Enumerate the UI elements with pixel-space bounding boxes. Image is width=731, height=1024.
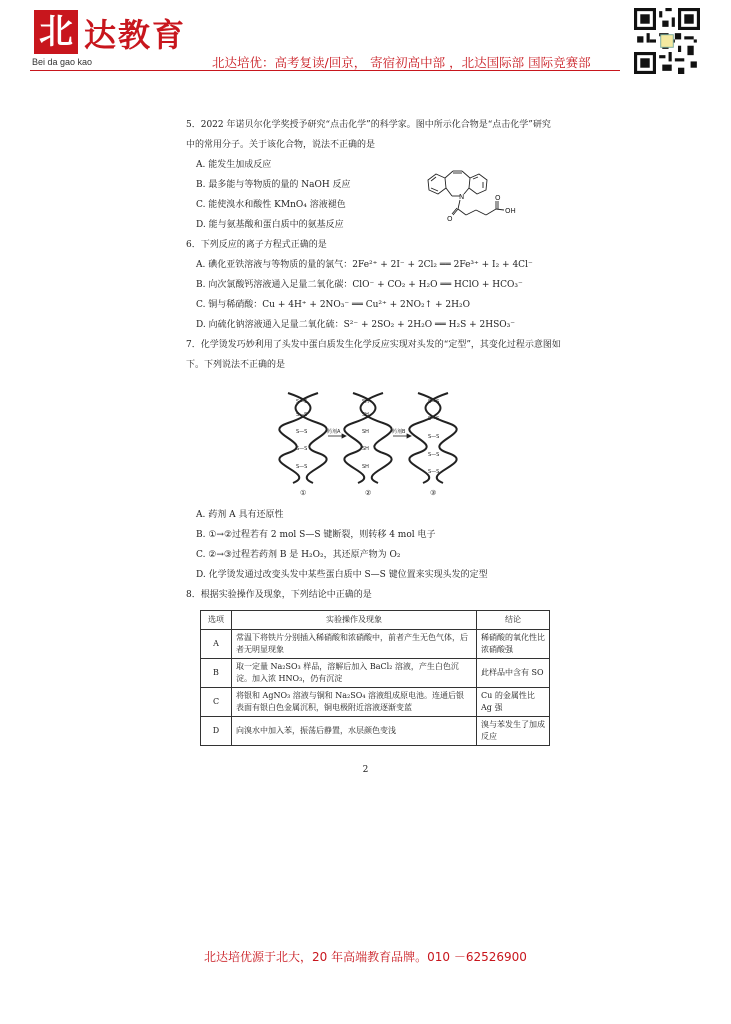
reagent-a-label: 药剂A [327,429,341,435]
question-5-stem: 5．2022 年诺贝尔化学奖授予研究“点击化学”的科学家。图中所示化合物是“点击化学”研究中的常用分子。关于该化合物，说法不正确的是 [186,120,551,150]
table-header-row [201,611,550,630]
qr-code-icon [634,8,700,74]
mol-label-o-carboxyl: O [495,194,501,202]
page-header [0,0,731,80]
helix3-bond-3: S—S [428,434,440,440]
table-cell: B [201,659,232,688]
hair-perm-helix-diagram [278,388,478,498]
question-6-stem: 6．下列反应的离子方程式正确的是 [186,240,327,250]
helix1-bond-4: S—S [296,446,308,452]
logo-pinyin: Bei da gao kao [32,57,93,67]
question-8-stem: 8．根据实验操作及现象，下列结论中正确的是 [186,590,372,600]
question-6-option-b: B. 向次氯酸钙溶液通入足量二氧化碳：ClO⁻ + CO₂ + H₂O ══ HClO + HCO₃⁻ [196,280,523,290]
footer-slogan: 北达培优源于北大，20 年高端教育品牌。010 －62526900 [204,950,527,964]
helix2-bond-2: SH [362,412,369,418]
question-5-option-b: B. 最多能与等物质的量的 NaOH 反应 [196,180,351,190]
question-7-option-c: C. ②→③过程若药剂 B 是 H₂O₂，其还原产物为 O₂ [196,550,401,560]
helix2-bond-4: SH [362,446,369,452]
table-cell: D [201,717,232,746]
table-cell: 取一定量 Na₂SO₃ 样品，溶解后加入 BaCl₂ 溶液，产生白色沉淀。加入浓 HNO₃，仍有沉淀 [232,659,477,688]
helix1-bond-1: S—S [296,399,308,405]
table-row [201,717,550,746]
table-row [201,659,550,688]
question-8 [186,585,566,605]
page-number: 2 [362,765,369,775]
table-cell: 将银和 AgNO₃ 溶液与铜和 Na₂SO₄ 溶液组成原电池。连通后银表面有银白色金属沉积，铜电极附近溶液逐渐变蓝 [232,688,477,717]
table-cell: 稀硝酸的氧化性比浓硝酸强 [477,630,550,659]
dibenzocyclooctyne-molecule-diagram [420,160,530,230]
question-6-option-c: C. 铜与稀硝酸：Cu + 4H⁺ + 2NO₃⁻ ══ Cu²⁺ + 2NO₂↑ + 2H₂O [196,300,470,310]
logo-mark: 北 [34,10,78,54]
header-slogan: 北达培优：高考复读/回京， 寄宿初高中部 ，北达国际部 国际竞赛部 [212,55,591,70]
question-5-option-c: C. 能使溴水和酸性 KMnO₄ 溶液褪色 [196,200,346,210]
helix3-bond-1: S—S [428,399,440,405]
table-cell: 向溴水中加入苯，振荡后静置，水层颜色变浅 [232,717,477,746]
table-header-option: 选项 [201,611,232,630]
table-header-operation: 实验操作及现象 [232,611,477,630]
question-7-stem: 7．化学烫发巧妙利用了头发中蛋白质发生化学反应实现对头发的“定型”，其变化过程示意图如下。下列说法不正确的是 [186,340,561,370]
table-cell: 溴与苯发生了加成反应 [477,717,550,746]
table-row [201,630,550,659]
question-7-option-b: B. ①→②过程若有 2 mol S—S 键断裂，则转移 4 mol 电子 [196,530,436,540]
helix3-bond-5: S—S [428,469,440,475]
question-7-option-a: A. 药剂 A 具有还原性 [196,510,284,520]
table-cell: A [201,630,232,659]
helix-label-2: ② [365,489,372,497]
helix1-bond-5: S—S [296,464,308,470]
question-6-option-a: A. 碘化亚铁溶液与等物质的量的氯气：2Fe²⁺ + 2I⁻ + 2Cl₂ ══ 2Fe³⁺ + I₂ + 4Cl⁻ [196,260,533,270]
question-5-option-d: D. 能与氨基酸和蛋白质中的氨基反应 [196,220,344,230]
table-cell: C [201,688,232,717]
helix1-bond-2: S—S [296,412,308,418]
helix-label-1: ① [300,489,307,497]
header-divider [30,70,620,71]
helix-label-3: ③ [430,489,437,497]
helix3-bond-2: S—S [428,416,440,422]
helix2-bond-3: SH [362,429,369,435]
table-row [201,688,550,717]
table-cell: 常温下将铁片分别插入稀硝酸和浓硝酸中，前者产生无色气体，后者无明显现象 [232,630,477,659]
table-header-conclusion: 结论 [477,611,550,630]
table-cell: Cu 的金属性比 Ag 强 [477,688,550,717]
mol-label-o: O [447,215,453,223]
question-6 [186,235,566,335]
question-7-option-d: D. 化学烫发通过改变头发中某些蛋白质中 S—S 键位置来实现头发的定型 [196,570,488,580]
mol-label-oh: OH [505,207,516,215]
experiment-table [200,610,550,746]
question-5-option-a: A. 能发生加成反应 [196,160,272,170]
helix1-bond-3: S—S [296,429,308,435]
logo-name: 达教育 [84,16,187,54]
table-cell: 此样品中含有 SO [477,659,550,688]
question-6-option-d: D. 向硫化钠溶液通入足量二氧化硫：S²⁻ + 2SO₂ + 2H₂O ══ H₂S + 2HSO₃⁻ [196,320,516,330]
reagent-b-label: 药剂B [392,429,406,435]
helix3-bond-4: S—S [428,452,440,458]
helix2-bond-5: SH [362,464,369,470]
helix2-bond-1: SH [362,399,369,405]
mol-label-n: N [459,193,465,201]
